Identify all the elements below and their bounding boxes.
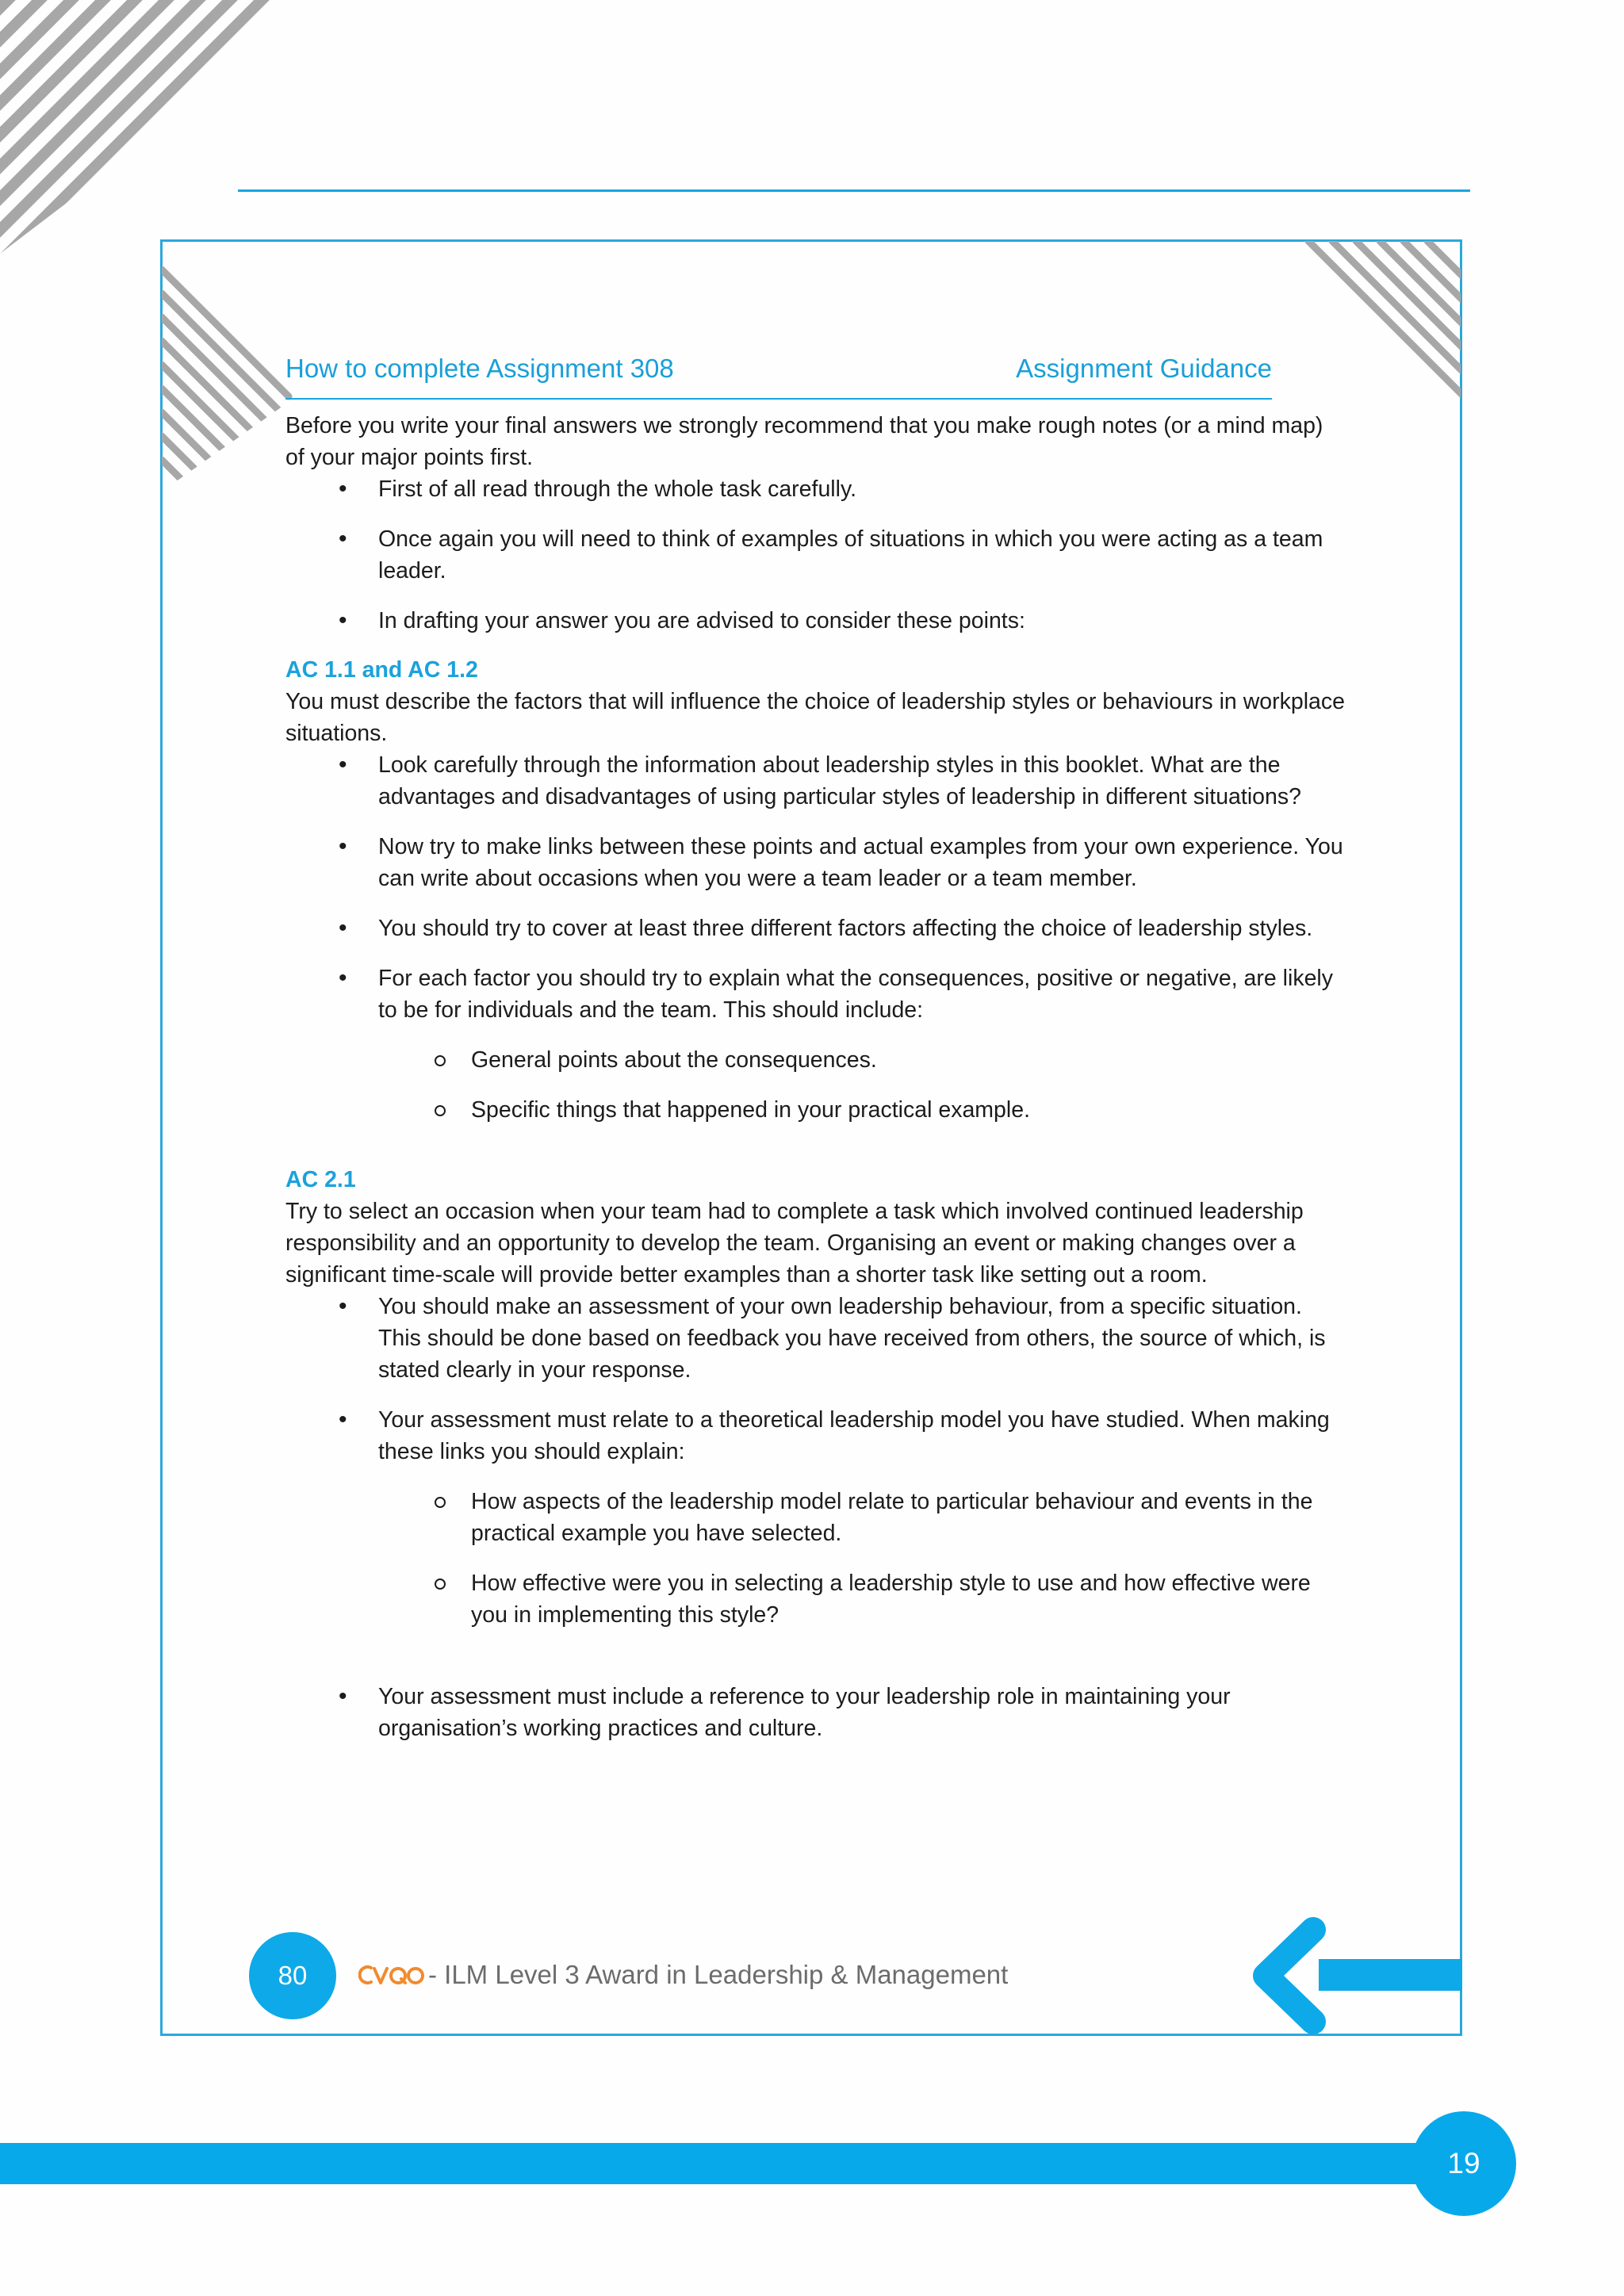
- list-item: • Now try to make links between these points and actual examples from your own experience. You can write about occasions when you were a team leader or a team member.: [285, 831, 1348, 894]
- sub-list-item: General points about the consequences.: [285, 1044, 1348, 1076]
- list-item: • Once again you will need to think of examples of situations in which you were acting as a team leader.: [285, 523, 1348, 587]
- section2-bullet-list: [285, 1291, 1348, 1744]
- sub-list-item: Specific things that happened in your practical example.: [285, 1094, 1348, 1126]
- cvqo-logo: [358, 1961, 425, 1990]
- list-item-text: For each factor you should try to explain what the consequences, positive or negative, are likely to be for individuals and the team. This should include:: [378, 966, 1333, 1023]
- list-item: [285, 1404, 1348, 1631]
- section2-sub-list: [378, 1486, 1348, 1631]
- inner-page-number: 80: [249, 1932, 336, 2019]
- list-item: • Your assessment must include a reference to your leadership role in maintaining your organisation’s working practices and culture.: [285, 1681, 1348, 1744]
- guidance-title: Assignment Guidance: [1016, 354, 1272, 383]
- list-item: • You should make an assessment of your own leadership behaviour, from a specific situation. This should be done based on feedback you have received from others, the source of which, is stated clearly in your response.: [285, 1291, 1348, 1386]
- outer-page-number: 19: [1411, 2111, 1516, 2216]
- list-item: • In drafting your answer you are advised to consider these points:: [285, 605, 1348, 637]
- section-heading-ac21: AC 2.1: [285, 1167, 356, 1192]
- arrow-left-icon[interactable]: [1243, 1912, 1462, 2039]
- course-title: - ILM Level 3 Award in Leadership & Management: [428, 1960, 1009, 1989]
- section-header: [285, 354, 1272, 400]
- list-item-text: Your assessment must relate to a theoretical leadership model you have studied. When making these links you should explain:: [378, 1407, 1330, 1464]
- bottom-band: [0, 2143, 1475, 2184]
- list-item: • First of all read through the whole task carefully.: [285, 473, 1348, 505]
- section1-bullet-list: [285, 749, 1348, 1126]
- sub-list-item: How aspects of the leadership model relate to particular behaviour and events in the practical example you have selected.: [285, 1486, 1348, 1549]
- intro-paragraph: Before you write your final answers we strongly recommend that you make rough notes (or a mind map) of your major points first.: [285, 413, 1323, 470]
- stripes-decoration-frame-right: [1300, 241, 1461, 408]
- top-divider: [238, 189, 1470, 192]
- section1-paragraph: You must describe the factors that will influence the choice of leadership styles or behaviours in workplace situations.: [285, 689, 1345, 746]
- stripes-decoration-frame-left: [162, 262, 297, 492]
- sub-list-item: How effective were you in selecting a leadership style to use and how effective were you in implementing this style?: [285, 1567, 1348, 1631]
- list-item: • You should try to cover at least three different factors affecting the choice of leadership styles.: [285, 913, 1348, 944]
- intro-bullet-list: [285, 473, 1348, 637]
- section-heading-ac11: AC 1.1 and AC 1.2: [285, 657, 478, 683]
- section2-paragraph: Try to select an occasion when your team had to complete a task which involved continued leadership responsibility and an opportunity to develop the team. Organising an event or making changes over a significant time-scale will provide better examples than a shorter task like setting out a room.: [285, 1199, 1304, 1288]
- list-item: [285, 962, 1348, 1126]
- list-item: • Look carefully through the information about leadership styles in this booklet. What are the advantages and disadvantages of using particular styles of leadership in different situations?: [285, 749, 1348, 813]
- assignment-title: How to complete Assignment 308: [285, 354, 674, 383]
- section1-sub-list: [378, 1044, 1348, 1126]
- stripes-decoration-top-left: [0, 0, 333, 254]
- guidance-content: [285, 410, 1348, 1744]
